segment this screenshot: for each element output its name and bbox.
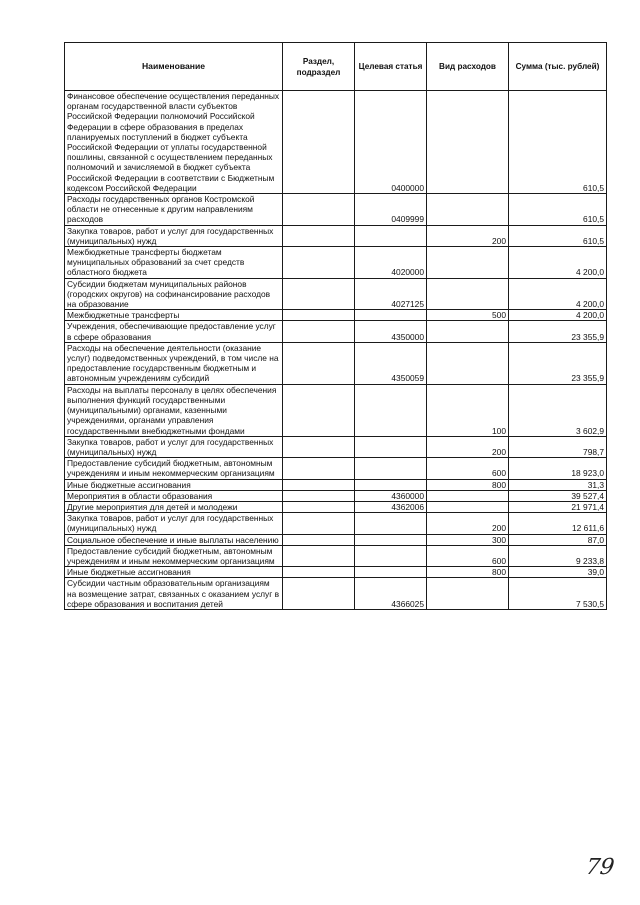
- row-target: 4362006: [355, 501, 427, 512]
- row-sum: 31,3: [509, 479, 607, 490]
- row-name: Другие мероприятия для детей и молодежи: [65, 501, 283, 512]
- header-name: Наименование: [65, 43, 283, 91]
- table-row: [65, 278, 607, 310]
- row-target: [355, 436, 427, 457]
- row-section: [283, 501, 355, 512]
- row-expense-type: [427, 278, 509, 310]
- header-section: Раздел, подраздел: [283, 43, 355, 91]
- row-section: [283, 490, 355, 501]
- row-expense-type: 300: [427, 534, 509, 545]
- row-name: Расходы на выплаты персоналу в целях обеспечения выполнения функций государственными (муниципальными) органами, казенными учреждениями, органами управления государственными внебюджетными фондами: [65, 384, 283, 436]
- row-section: [283, 567, 355, 578]
- row-name: Иные бюджетные ассигнования: [65, 479, 283, 490]
- row-name: Финансовое обеспечение осуществления переданных органам государственной власти субъектов Российской Федерации полномочий Российской Федерации в сфере образования в пределах планируемых поступлений в бюджет субъекта Российской Федерации от уплаты государственной пошлины, связанной с осуществлением переданных полномочий и зачисляемой в бюджет субъекта Российской Федерации в соответствии с Бюджетным кодексом Российской Федерации: [65, 91, 283, 194]
- row-expense-type: 800: [427, 567, 509, 578]
- row-target: [355, 310, 427, 321]
- header-expense-type: Вид расходов: [427, 43, 509, 91]
- row-target: [355, 534, 427, 545]
- table-row: [65, 342, 607, 384]
- row-section: [283, 479, 355, 490]
- row-section: [283, 321, 355, 342]
- row-section: [283, 534, 355, 545]
- table-row: [65, 321, 607, 342]
- row-sum: 87,0: [509, 534, 607, 545]
- row-section: [283, 310, 355, 321]
- row-target: [355, 513, 427, 534]
- row-section: [283, 342, 355, 384]
- table-row: [65, 436, 607, 457]
- row-expense-type: 600: [427, 545, 509, 566]
- row-target: 4020000: [355, 247, 427, 279]
- table-row: [65, 458, 607, 479]
- table-header: [65, 43, 607, 91]
- row-section: [283, 278, 355, 310]
- row-sum: 9 233,8: [509, 545, 607, 566]
- table-row: [65, 247, 607, 279]
- row-expense-type: 800: [427, 479, 509, 490]
- row-expense-type: 200: [427, 225, 509, 246]
- row-target: [355, 225, 427, 246]
- row-expense-type: 500: [427, 310, 509, 321]
- table-row: [65, 310, 607, 321]
- row-target: [355, 545, 427, 566]
- row-sum: 23 355,9: [509, 342, 607, 384]
- row-section: [283, 545, 355, 566]
- row-expense-type: 600: [427, 458, 509, 479]
- row-section: [283, 91, 355, 194]
- row-name: Межбюджетные трансферты бюджетам муниципальных образований за счет средств областного бюджета: [65, 247, 283, 279]
- row-sum: 39,0: [509, 567, 607, 578]
- row-target: [355, 384, 427, 436]
- row-name: Субсидии частным образовательным организациям на возмещение затрат, связанных с оказанием услуг в сфере образования и воспитания детей: [65, 578, 283, 610]
- row-target: 4027125: [355, 278, 427, 310]
- row-sum: 18 923,0: [509, 458, 607, 479]
- row-name: Иные бюджетные ассигнования: [65, 567, 283, 578]
- row-sum: 7 530,5: [509, 578, 607, 610]
- row-name: Закупка товаров, работ и услуг для государственных (муниципальных) нужд: [65, 513, 283, 534]
- row-name: Расходы государственных органов Костромской области не отнесенные к другим направлениям расходов: [65, 194, 283, 226]
- row-section: [283, 247, 355, 279]
- row-target: [355, 479, 427, 490]
- row-sum: 21 971,4: [509, 501, 607, 512]
- table-row: [65, 501, 607, 512]
- row-expense-type: [427, 490, 509, 501]
- row-expense-type: [427, 321, 509, 342]
- row-section: [283, 513, 355, 534]
- row-target: 4360000: [355, 490, 427, 501]
- row-target: 0409999: [355, 194, 427, 226]
- row-name: Предоставление субсидий бюджетным, автономным учреждениям и иным некоммерческим организациям: [65, 458, 283, 479]
- row-target: 4350059: [355, 342, 427, 384]
- row-section: [283, 384, 355, 436]
- row-name: Предоставление субсидий бюджетным, автономным учреждениям и иным некоммерческим организациям: [65, 545, 283, 566]
- row-sum: 3 602,9: [509, 384, 607, 436]
- row-name: Учреждения, обеспечивающие предоставление услуг в сфере образования: [65, 321, 283, 342]
- row-section: [283, 458, 355, 479]
- row-sum: 610,5: [509, 91, 607, 194]
- row-name: Мероприятия в области образования: [65, 490, 283, 501]
- row-expense-type: [427, 501, 509, 512]
- row-expense-type: [427, 91, 509, 194]
- row-expense-type: 200: [427, 513, 509, 534]
- budget-table: [64, 42, 607, 610]
- row-sum: 798,7: [509, 436, 607, 457]
- row-name: Межбюджетные трансферты: [65, 310, 283, 321]
- table-row: [65, 567, 607, 578]
- table-row: [65, 490, 607, 501]
- row-target: [355, 458, 427, 479]
- header-target: Целевая статья: [355, 43, 427, 91]
- row-sum: 12 611,6: [509, 513, 607, 534]
- row-section: [283, 578, 355, 610]
- table-row: [65, 545, 607, 566]
- table-row: [65, 194, 607, 226]
- row-name: Закупка товаров, работ и услуг для государственных (муниципальных) нужд: [65, 436, 283, 457]
- table-row: [65, 513, 607, 534]
- table-row: [65, 578, 607, 610]
- row-sum: 610,5: [509, 194, 607, 226]
- row-sum: 4 200,0: [509, 278, 607, 310]
- row-name: Расходы на обеспечение деятельности (оказание услуг) подведомственных учреждений, в том числе на предоставление государственным бюджетным и автономным учреждениям субсидий: [65, 342, 283, 384]
- row-target: 0400000: [355, 91, 427, 194]
- row-name: Социальное обеспечение и иные выплаты населению: [65, 534, 283, 545]
- table-row: [65, 225, 607, 246]
- row-expense-type: [427, 247, 509, 279]
- table-row: [65, 91, 607, 194]
- table-row: [65, 534, 607, 545]
- row-target: 4366025: [355, 578, 427, 610]
- row-expense-type: [427, 194, 509, 226]
- table-row: [65, 384, 607, 436]
- row-name: Субсидии бюджетам муниципальных районов (городских округов) на софинансирование расходов на образование: [65, 278, 283, 310]
- table-row: [65, 479, 607, 490]
- row-target: [355, 567, 427, 578]
- row-section: [283, 194, 355, 226]
- row-sum: 4 200,0: [509, 247, 607, 279]
- row-sum: 610,5: [509, 225, 607, 246]
- row-expense-type: [427, 342, 509, 384]
- row-name: Закупка товаров, работ и услуг для государственных (муниципальных) нужд: [65, 225, 283, 246]
- page-number: 79: [584, 855, 616, 880]
- row-sum: 39 527,4: [509, 490, 607, 501]
- row-target: 4350000: [355, 321, 427, 342]
- table-body: [65, 91, 607, 610]
- row-expense-type: [427, 578, 509, 610]
- row-sum: 23 355,9: [509, 321, 607, 342]
- row-expense-type: 200: [427, 436, 509, 457]
- row-expense-type: 100: [427, 384, 509, 436]
- header-sum: Сумма (тыс. рублей): [509, 43, 607, 91]
- row-section: [283, 436, 355, 457]
- row-sum: 4 200,0: [509, 310, 607, 321]
- row-section: [283, 225, 355, 246]
